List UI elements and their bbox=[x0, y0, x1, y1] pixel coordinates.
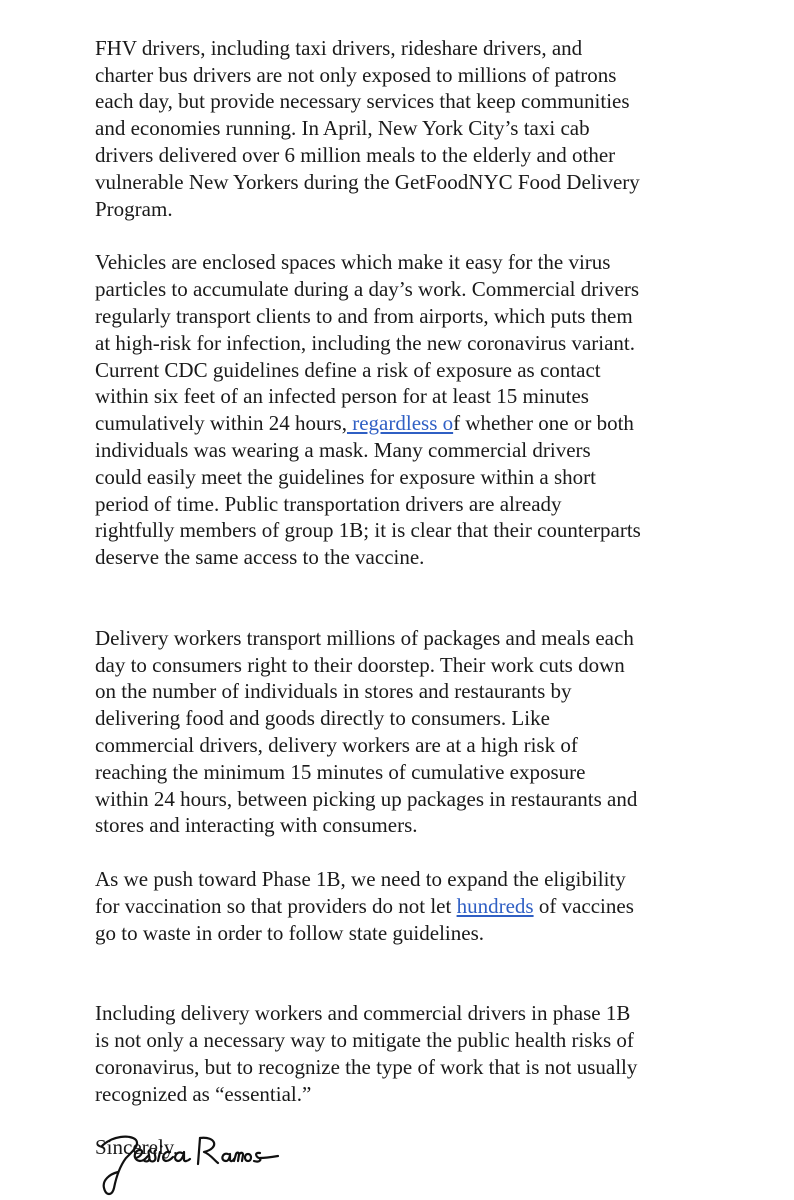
paragraph-text-after-link: f whether one or both individuals was wearing a mask. Many commercial drivers could easily meet the guidelines for exposure within a short period of time. Public transportation drivers are already rightfully members of group 1B; it is clear that their counterparts deserve the same access to the vaccine. bbox=[95, 411, 641, 570]
hundreds-link[interactable]: hundreds bbox=[456, 893, 534, 918]
paragraph-text: Including delivery workers and commercial drivers in phase 1B is not only a necessary way to mitigate the public health risks of coronavirus, but to recognize the type of work that is not usually recognized as “essential.” bbox=[95, 1001, 638, 1106]
paragraph-vehicles bbox=[95, 249, 745, 571]
paragraph-text-before-link: As we push toward Phase 1B, we need to expand the eligibility for vaccination so that providers do not let bbox=[95, 867, 626, 918]
paragraph-text-after-link: of vaccines go to waste in order to follow state guidelines. bbox=[95, 893, 634, 945]
paragraph-fhv-drivers bbox=[95, 8, 745, 222]
closing-salutation: Sincerely, bbox=[95, 1135, 179, 1160]
signature-image bbox=[96, 1128, 286, 1198]
letter-body bbox=[95, 8, 745, 1161]
paragraph-conclusion bbox=[95, 974, 745, 1108]
paragraph-text: Delivery workers transport millions of packages and meals each day to consumers right to their doorstep. Their work cuts down on the number of individuals in stores and restaurants by delivering food and goods directly to consumers. Like commercial drivers, delivery workers are at a high risk of reaching the minimum 15 minutes of cumulative exposure within 24 hours, between picking up packages in restaurants and stores and interacting with consumers. bbox=[95, 625, 638, 838]
paragraph-phase-1b bbox=[95, 866, 745, 946]
regardless-of-link[interactable]: regardless o bbox=[346, 411, 454, 436]
paragraph-delivery-workers bbox=[95, 598, 745, 839]
paragraph-text-before-link: Vehicles are enclosed spaces which make it easy for the virus particles to accumulate during a day’s work. Commercial drivers regularly transport clients to and from airports, which puts them at high-risk for infection, including the new coronavirus variant. Current CDC guidelines define a risk of exposure as contact within six feet of an infected person for at least 15 minutes cumulatively within 24 hours, bbox=[95, 250, 640, 436]
paragraph-text: FHV drivers, including taxi drivers, rideshare drivers, and charter bus drivers are not only exposed to millions of patrons each day, but provide necessary services that keep communities and economies running. In April, New York City’s taxi cab drivers delivered over 6 million meals to the elderly and other vulnerable New Yorkers during the GetFoodNYC Food Delivery Program. bbox=[95, 35, 640, 221]
